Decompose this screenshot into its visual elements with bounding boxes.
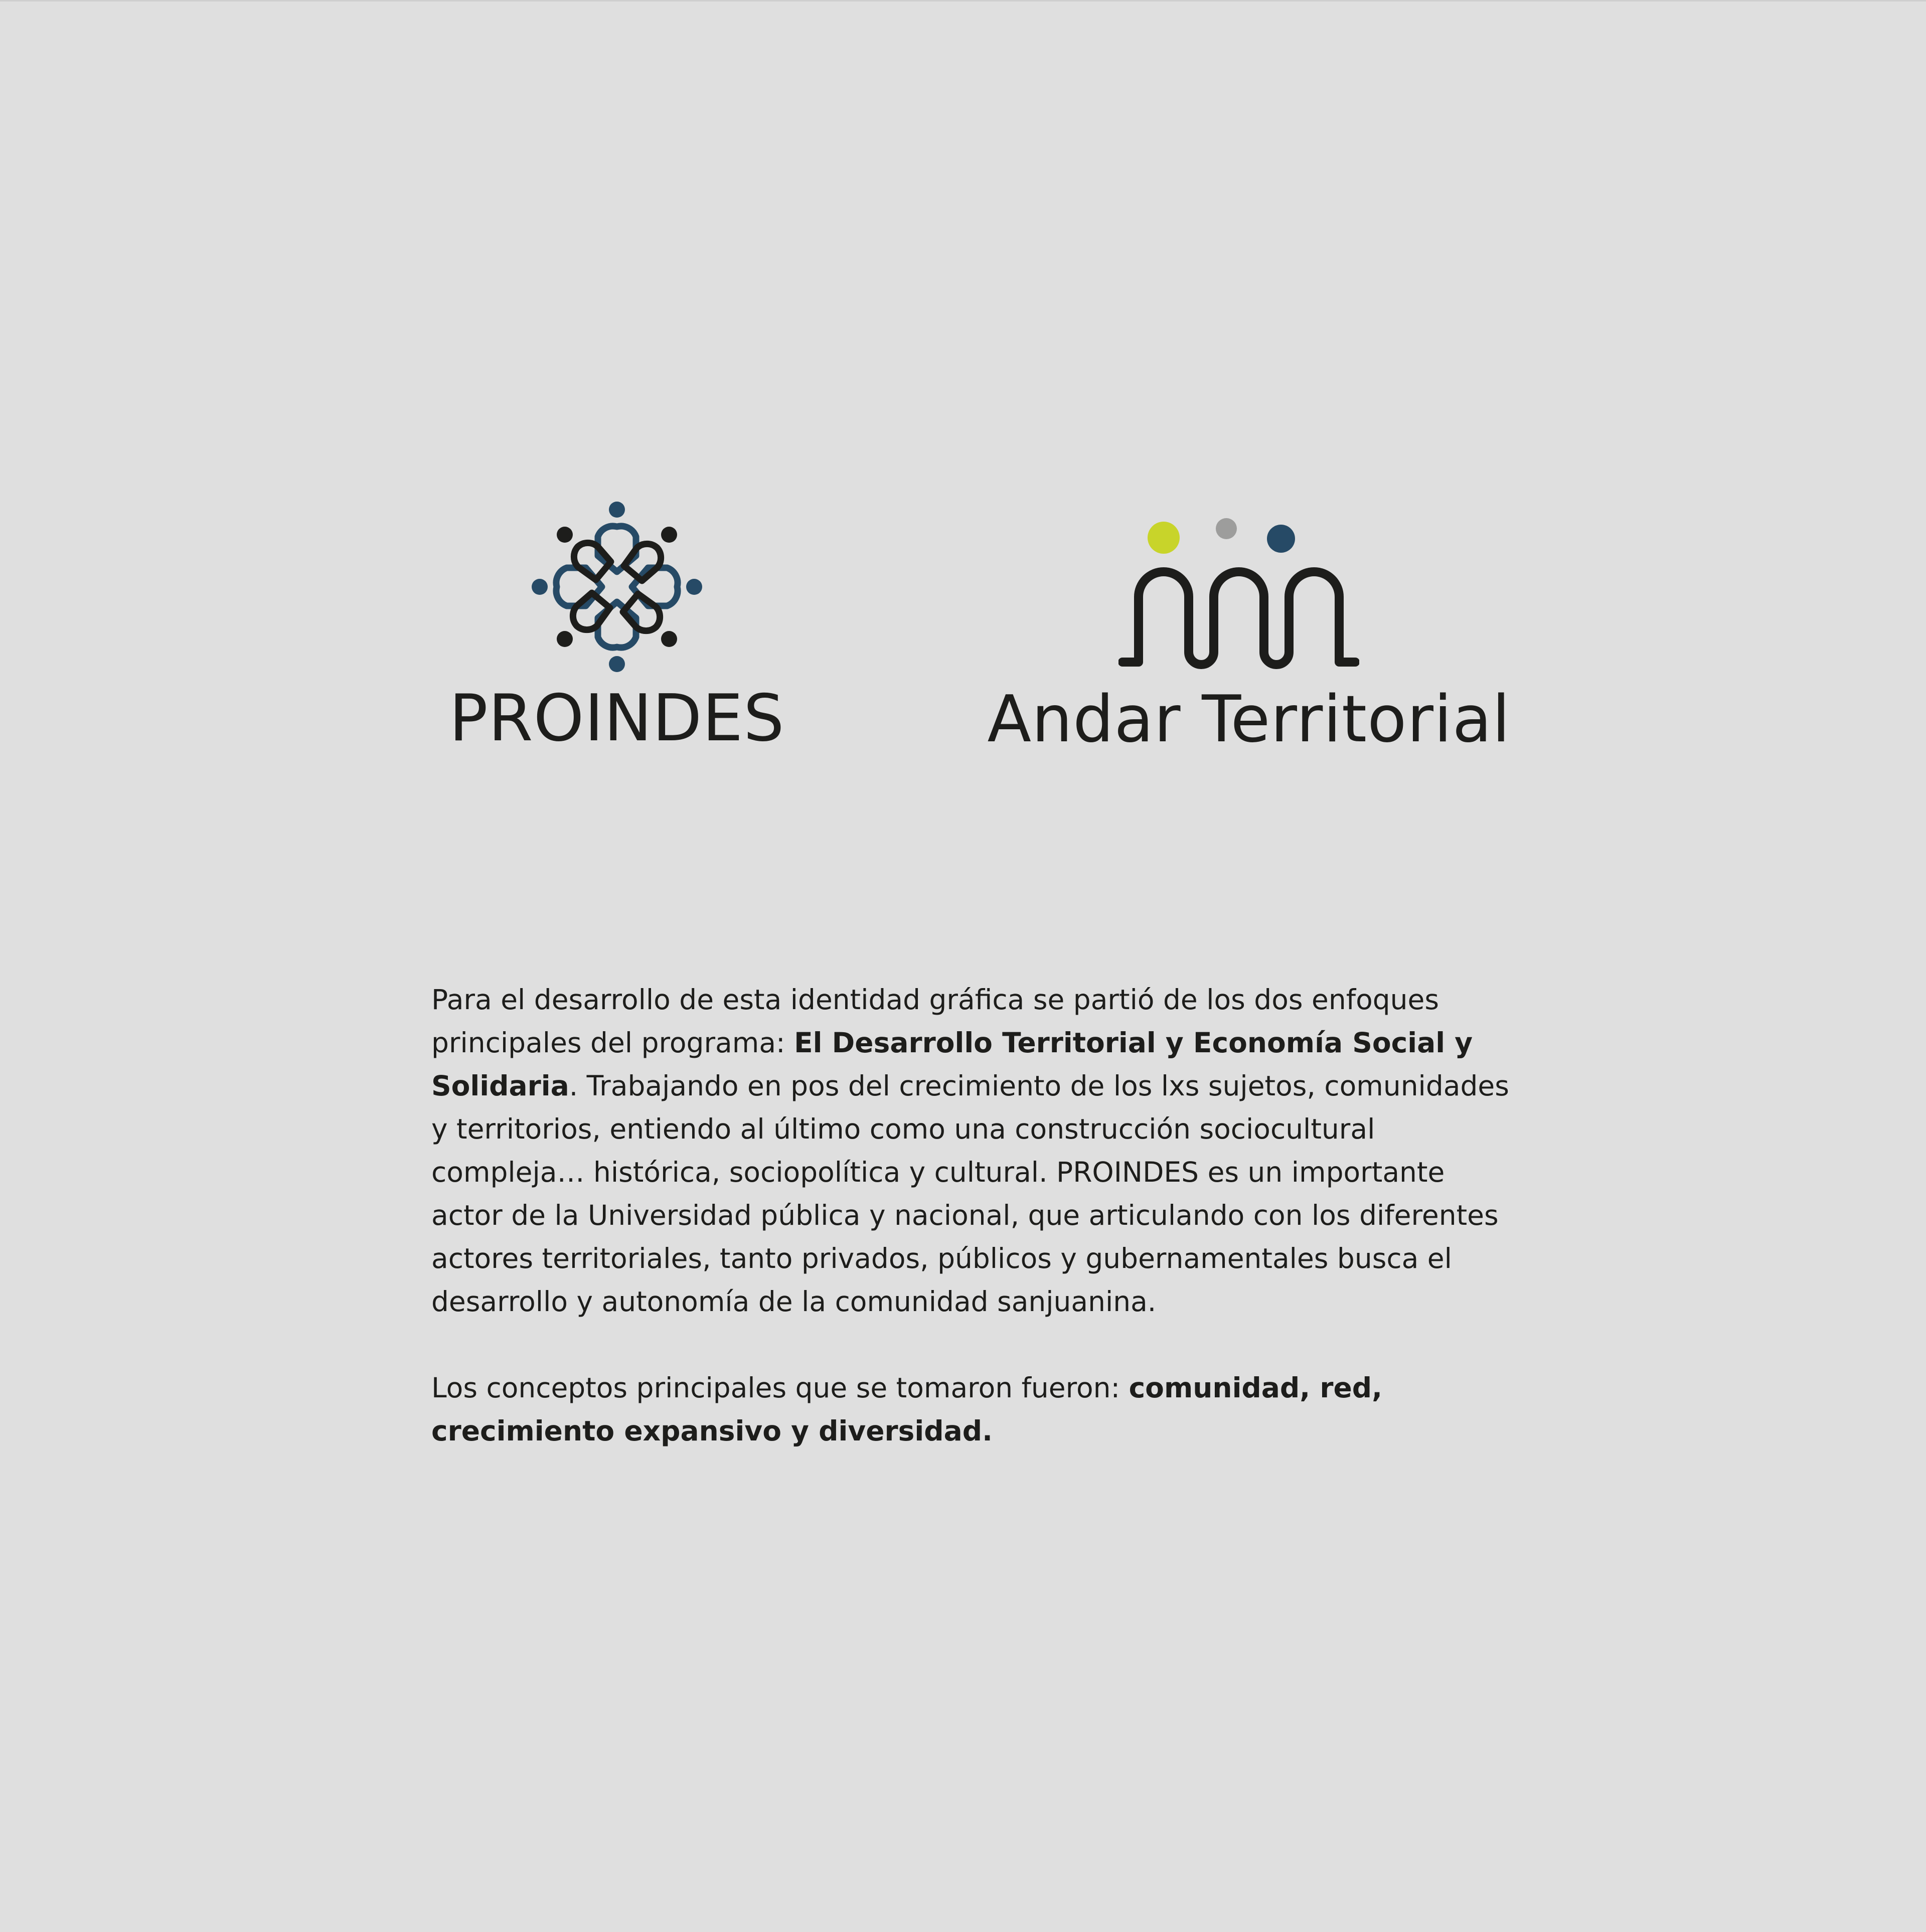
top-divider — [0, 0, 1926, 2]
proindes-symbol-icon — [532, 502, 702, 672]
description-paragraph-1 — [431, 978, 1515, 1323]
p1-intro: Para el desarrollo de esta identidad gráfica se partió de los dos enfoques principales del programa: — [431, 984, 1439, 1059]
p1-highlight: El Desarrollo Territorial y Economía Social y Solidaria — [431, 1027, 1473, 1102]
andar-territorial-wordmark: Andar Territorial — [987, 682, 1511, 757]
andar-territorial-symbol-icon — [1118, 512, 1359, 672]
proindes-wordmark: PROINDES — [449, 681, 785, 756]
andar-territorial-logo — [983, 512, 1515, 762]
p1-rest: . Trabajando en pos del crecimiento de los lxs sujetos, comunidades y territorios, entiendo al último como una construcción sociocultural compleja… histórica, sociopolítica y cultural. PROINDES es un importante actor de la Universidad pública y nacional, que articulando con los diferentes actores territoriales, tanto privados, públicos y gubernamentales busca el desarrollo y autonomía de la comunidad sanjuanina. — [431, 1070, 1509, 1318]
proindes-logo — [421, 497, 813, 757]
p2-intro: Los conceptos principales que se tomaron fueron: — [431, 1372, 1129, 1404]
description-paragraph-2 — [431, 1366, 1515, 1453]
p2-highlight: comunidad, red, crecimiento expansivo y diversidad. — [431, 1372, 1383, 1447]
description-text — [431, 978, 1515, 1453]
